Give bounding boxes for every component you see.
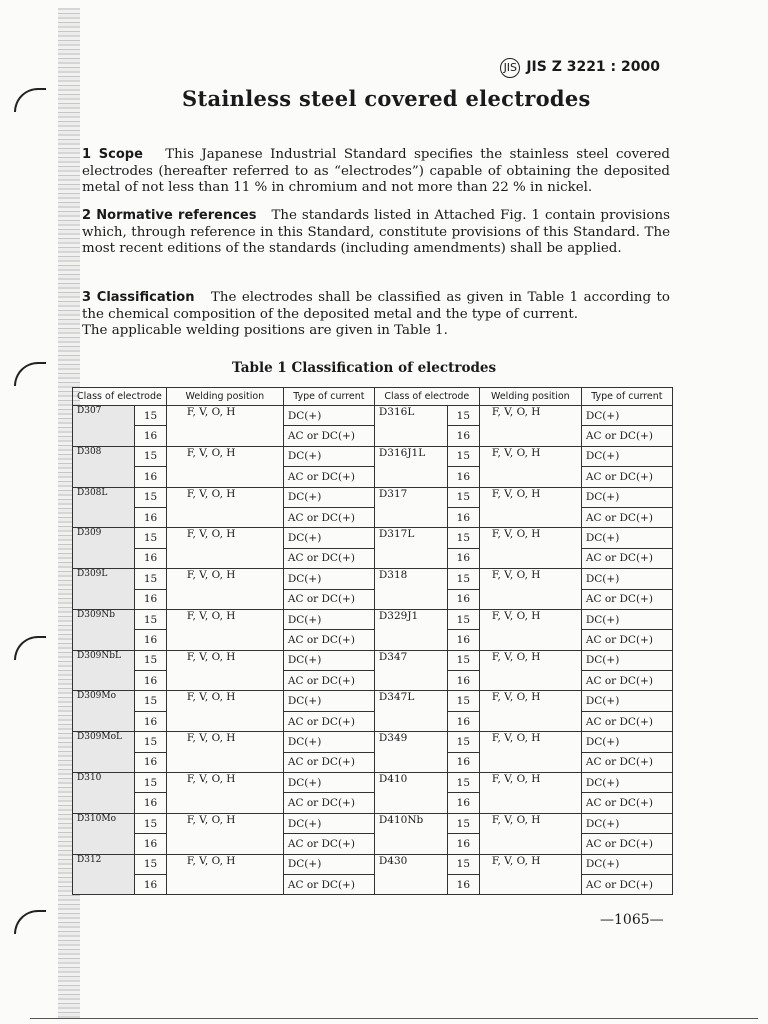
size-cell: 15 [135, 487, 167, 507]
size-cell: 16 [135, 589, 167, 609]
class-cell: D316L [374, 406, 447, 447]
size-cell: 15 [447, 528, 479, 548]
position-cell: F, V, O, H [479, 773, 581, 814]
current-cell: DC(+) [581, 732, 672, 752]
size-cell: 15 [447, 813, 479, 833]
table-row [73, 467, 673, 487]
size-cell: 16 [135, 793, 167, 813]
table-row [73, 528, 673, 548]
class-cell: D310Mo [73, 813, 135, 854]
size-cell: 15 [135, 732, 167, 752]
position-cell: F, V, O, H [479, 854, 581, 895]
column-header: Class of electrode [73, 388, 167, 406]
position-cell: F, V, O, H [166, 528, 283, 569]
position-cell: F, V, O, H [166, 650, 283, 691]
current-cell: DC(+) [283, 609, 374, 629]
class-cell: D312 [73, 854, 135, 895]
current-cell: DC(+) [581, 569, 672, 589]
table-row [73, 406, 673, 426]
document-title: Stainless steel covered electrodes [182, 86, 591, 111]
class-cell: D317 [374, 487, 447, 528]
size-cell: 15 [447, 854, 479, 874]
position-cell: F, V, O, H [479, 609, 581, 650]
table-row [73, 773, 673, 793]
size-cell: 16 [447, 671, 479, 691]
position-cell: F, V, O, H [479, 691, 581, 732]
column-header: Class of electrode [374, 388, 479, 406]
size-cell: 16 [447, 548, 479, 568]
current-cell: AC or DC(+) [581, 426, 672, 446]
size-cell: 15 [447, 446, 479, 466]
section-text: The standards listed in Attached Fig. 1 contain provisions which, through reference in this Standard, constitute provisions of this Standard. The most recent editions of the standards (including amendments) shall be applied. [82, 208, 670, 257]
size-cell: 16 [135, 752, 167, 772]
current-cell: AC or DC(+) [283, 752, 374, 772]
section-text: The electrodes shall be classified as given in Table 1 according to the chemical composition of the deposited metal and the type of current. [82, 290, 670, 322]
current-cell: DC(+) [283, 487, 374, 507]
position-cell: F, V, O, H [166, 609, 283, 650]
column-header: Type of current [581, 388, 672, 406]
jis-mark-icon: JIS [500, 58, 520, 78]
section-classification [82, 290, 670, 340]
size-cell: 16 [135, 467, 167, 487]
table-row [73, 426, 673, 446]
class-cell: D308 [73, 446, 135, 487]
scan-bottom-edge [30, 1018, 758, 1019]
size-cell: 16 [447, 589, 479, 609]
current-cell: AC or DC(+) [581, 630, 672, 650]
class-cell: D310 [73, 773, 135, 814]
size-cell: 16 [447, 630, 479, 650]
size-cell: 15 [135, 650, 167, 670]
section-heading: 3 Classification [82, 290, 195, 305]
table-row [73, 874, 673, 894]
size-cell: 15 [135, 528, 167, 548]
size-cell: 16 [135, 711, 167, 731]
table-row [73, 711, 673, 731]
current-cell: DC(+) [283, 732, 374, 752]
size-cell: 16 [447, 793, 479, 813]
table-row [73, 854, 673, 874]
table-row [73, 813, 673, 833]
current-cell: AC or DC(+) [581, 467, 672, 487]
size-cell: 16 [447, 426, 479, 446]
column-header: Type of current [283, 388, 374, 406]
current-cell: AC or DC(+) [581, 793, 672, 813]
size-cell: 16 [135, 671, 167, 691]
current-cell: DC(+) [581, 528, 672, 548]
current-cell: AC or DC(+) [581, 548, 672, 568]
size-cell: 15 [447, 773, 479, 793]
current-cell: AC or DC(+) [581, 671, 672, 691]
size-cell: 16 [135, 834, 167, 854]
size-cell: 16 [135, 426, 167, 446]
current-cell: DC(+) [283, 854, 374, 874]
table-body [73, 406, 673, 895]
current-cell: DC(+) [283, 569, 374, 589]
binder-hole-mark [14, 362, 46, 386]
class-cell: D329J1 [374, 609, 447, 650]
class-cell: D318 [374, 569, 447, 610]
current-cell: AC or DC(+) [283, 548, 374, 568]
class-cell: D347 [374, 650, 447, 691]
position-cell: F, V, O, H [166, 691, 283, 732]
binder-hole-mark [14, 910, 46, 934]
size-cell: 15 [447, 487, 479, 507]
size-cell: 16 [447, 752, 479, 772]
size-cell: 15 [135, 691, 167, 711]
current-cell: DC(+) [581, 446, 672, 466]
current-cell: DC(+) [283, 691, 374, 711]
size-cell: 15 [447, 569, 479, 589]
current-cell: DC(+) [581, 691, 672, 711]
class-cell: D308L [73, 487, 135, 528]
current-cell: DC(+) [581, 609, 672, 629]
current-cell: AC or DC(+) [283, 426, 374, 446]
column-header: Welding position [479, 388, 581, 406]
table-row [73, 834, 673, 854]
size-cell: 15 [447, 691, 479, 711]
current-cell: DC(+) [283, 528, 374, 548]
table-row [73, 446, 673, 466]
class-cell: D347L [374, 691, 447, 732]
position-cell: F, V, O, H [166, 487, 283, 528]
current-cell: DC(+) [581, 487, 672, 507]
current-cell: DC(+) [581, 406, 672, 426]
class-cell: D309Nb [73, 609, 135, 650]
table-row [73, 609, 673, 629]
position-cell: F, V, O, H [479, 406, 581, 447]
class-cell: D309Mo [73, 691, 135, 732]
size-cell: 15 [447, 650, 479, 670]
current-cell: DC(+) [581, 813, 672, 833]
table-row [73, 630, 673, 650]
size-cell: 16 [135, 874, 167, 894]
current-cell: AC or DC(+) [283, 630, 374, 650]
section-text: This Japanese Industrial Standard specifies the stainless steel covered electrodes (hereafter referred to as “electrodes”) capable of obtaining the deposited metal of not less than 11 % in chromium and not more than 22 % in nickel. [82, 147, 670, 196]
class-cell: D316J1L [374, 446, 447, 487]
position-cell: F, V, O, H [166, 406, 283, 447]
size-cell: 15 [135, 813, 167, 833]
position-cell: F, V, O, H [479, 569, 581, 610]
current-cell: AC or DC(+) [283, 589, 374, 609]
size-cell: 16 [135, 507, 167, 527]
class-cell: D430 [374, 854, 447, 895]
position-cell: F, V, O, H [479, 487, 581, 528]
current-cell: AC or DC(+) [581, 874, 672, 894]
current-cell: AC or DC(+) [283, 467, 374, 487]
table-row [73, 569, 673, 589]
table-row [73, 752, 673, 772]
position-cell: F, V, O, H [479, 650, 581, 691]
size-cell: 15 [135, 773, 167, 793]
current-cell: DC(+) [283, 406, 374, 426]
table-row [73, 671, 673, 691]
table-header-row [73, 388, 673, 406]
class-cell: D410 [374, 773, 447, 814]
class-cell: D317L [374, 528, 447, 569]
current-cell: DC(+) [581, 854, 672, 874]
section-normative-references [82, 208, 670, 258]
size-cell: 16 [135, 548, 167, 568]
current-cell: AC or DC(+) [581, 711, 672, 731]
standard-number: JIS JIS Z 3221 : 2000 [500, 58, 660, 78]
position-cell: F, V, O, H [166, 569, 283, 610]
class-cell: D309L [73, 569, 135, 610]
position-cell: F, V, O, H [166, 732, 283, 773]
current-cell: AC or DC(+) [581, 589, 672, 609]
current-cell: AC or DC(+) [283, 671, 374, 691]
current-cell: DC(+) [581, 650, 672, 670]
position-cell: F, V, O, H [479, 732, 581, 773]
size-cell: 15 [135, 569, 167, 589]
table-row [73, 691, 673, 711]
current-cell: AC or DC(+) [283, 874, 374, 894]
section-text-2: The applicable welding positions are given in Table 1. [82, 323, 448, 339]
size-cell: 15 [447, 406, 479, 426]
table-row [73, 732, 673, 752]
table-row [73, 589, 673, 609]
position-cell: F, V, O, H [479, 528, 581, 569]
table-row [73, 487, 673, 507]
classification-table [72, 387, 673, 895]
current-cell: AC or DC(+) [283, 507, 374, 527]
current-cell: AC or DC(+) [283, 711, 374, 731]
current-cell: DC(+) [283, 813, 374, 833]
current-cell: DC(+) [283, 773, 374, 793]
current-cell: AC or DC(+) [283, 834, 374, 854]
size-cell: 16 [447, 507, 479, 527]
position-cell: F, V, O, H [166, 813, 283, 854]
size-cell: 15 [447, 609, 479, 629]
size-cell: 15 [135, 446, 167, 466]
class-cell: D309 [73, 528, 135, 569]
size-cell: 15 [135, 854, 167, 874]
column-header: Welding position [166, 388, 283, 406]
table-row [73, 548, 673, 568]
position-cell: F, V, O, H [166, 854, 283, 895]
current-cell: DC(+) [581, 773, 672, 793]
class-cell: D309NbL [73, 650, 135, 691]
page-number: —1065— [600, 912, 664, 928]
current-cell: AC or DC(+) [581, 834, 672, 854]
size-cell: 16 [447, 711, 479, 731]
table-row [73, 793, 673, 813]
current-cell: AC or DC(+) [283, 793, 374, 813]
size-cell: 15 [447, 732, 479, 752]
current-cell: DC(+) [283, 650, 374, 670]
class-cell: D307 [73, 406, 135, 447]
current-cell: DC(+) [283, 446, 374, 466]
table-caption: Table 1 Classification of electrodes [232, 360, 497, 376]
current-cell: AC or DC(+) [581, 507, 672, 527]
binder-hole-mark [14, 88, 46, 112]
size-cell: 16 [135, 630, 167, 650]
size-cell: 16 [447, 467, 479, 487]
size-cell: 15 [135, 406, 167, 426]
size-cell: 15 [135, 609, 167, 629]
size-cell: 16 [447, 834, 479, 854]
section-heading: 1 Scope [82, 147, 143, 162]
position-cell: F, V, O, H [479, 446, 581, 487]
table-row [73, 507, 673, 527]
class-cell: D410Nb [374, 813, 447, 854]
section-heading: 2 Normative references [82, 208, 257, 223]
size-cell: 16 [447, 874, 479, 894]
position-cell: F, V, O, H [166, 446, 283, 487]
current-cell: AC or DC(+) [581, 752, 672, 772]
class-cell: D349 [374, 732, 447, 773]
class-cell: D309MoL [73, 732, 135, 773]
table-row [73, 650, 673, 670]
position-cell: F, V, O, H [166, 773, 283, 814]
section-scope [82, 147, 670, 197]
position-cell: F, V, O, H [479, 813, 581, 854]
binder-hole-mark [14, 636, 46, 660]
